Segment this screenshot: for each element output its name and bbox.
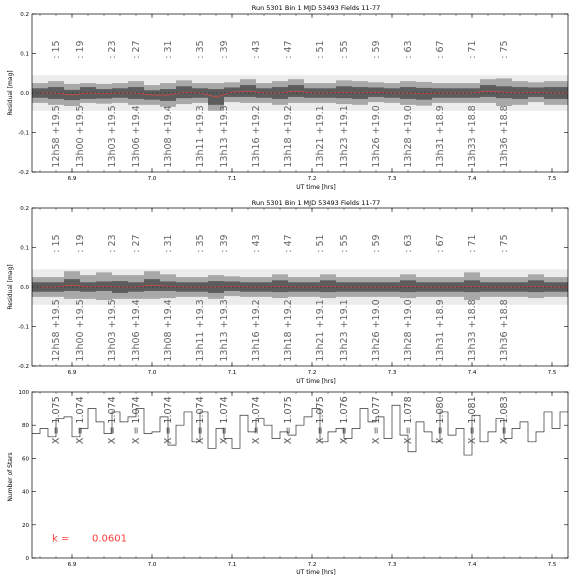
field-label: : 51 xyxy=(315,234,326,253)
coordinate-label: 13h16 +19.2 xyxy=(251,299,262,362)
y-axis-label: Residual [mag] xyxy=(7,70,14,116)
coordinate-label: 13h33 +18.8 xyxy=(467,105,478,168)
coordinate-label: 13h11 +19.3 xyxy=(195,105,206,168)
field-label: : 15 xyxy=(51,234,62,253)
x-tick-label: 7.2 xyxy=(307,370,317,376)
airmass-label: X = 1.076 xyxy=(339,396,350,445)
y-axis-label: Number of Stars xyxy=(7,452,14,502)
field-label: : 27 xyxy=(131,40,142,59)
field-label: : 23 xyxy=(107,40,118,59)
coordinate-label: 13h26 +19.0 xyxy=(371,299,382,362)
plot-area xyxy=(18,206,568,376)
x-axis-label: UT time [hrs] xyxy=(296,378,336,385)
plot-area xyxy=(18,12,568,182)
coordinate-label: 13h00 +19.5 xyxy=(75,105,86,168)
coordinate-label: 13h18 +19.2 xyxy=(283,299,294,362)
field-label: : 47 xyxy=(283,234,294,253)
field-label: : 39 xyxy=(219,40,230,59)
coordinate-label: 13h36 +18.8 xyxy=(499,299,510,362)
panel-title: Run 5301 Bin 1 MJD 53493 Fields 11-77 xyxy=(251,199,381,207)
x-tick-label: 6.9 xyxy=(67,370,77,376)
x-tick-label: 7.5 xyxy=(547,370,557,376)
airmass-label: X = 1.074 xyxy=(251,396,262,445)
coordinate-label: 13h36 +18.8 xyxy=(499,105,510,168)
airmass-label: X = 1.078 xyxy=(403,396,414,445)
coordinate-label: 12h58 +19.5 xyxy=(51,299,62,362)
field-label: : 27 xyxy=(131,234,142,253)
coordinate-label: 13h03 +19.5 xyxy=(107,105,118,168)
field-label: : 19 xyxy=(75,234,86,253)
airmass-label: X = 1.080 xyxy=(435,396,446,445)
coordinate-label: 13h23 +19.1 xyxy=(339,105,350,168)
x-tick-label: 6.9 xyxy=(67,176,77,182)
x-tick-label: 7.2 xyxy=(307,176,317,182)
field-label: : 75 xyxy=(499,234,510,253)
coordinate-label: 13h06 +19.4 xyxy=(131,299,142,362)
coordinate-label: 13h16 +19.2 xyxy=(251,105,262,168)
star-count-panel xyxy=(7,390,568,576)
y-tick-label: 0 xyxy=(25,556,29,562)
y-tick-label: 40 xyxy=(22,489,29,496)
airmass-label: X = 1.074 xyxy=(75,396,86,445)
coordinate-label: 13h18 +19.2 xyxy=(283,105,294,168)
field-label: : 63 xyxy=(403,234,414,253)
field-label: : 23 xyxy=(107,234,118,253)
coordinate-label: 13h03 +19.5 xyxy=(107,299,118,362)
coordinate-label: 13h33 +18.8 xyxy=(467,299,478,362)
y-tick-label: 0.1 xyxy=(20,245,29,252)
field-label: : 47 xyxy=(283,40,294,59)
field-label: : 75 xyxy=(499,40,510,59)
x-tick-label: 7.4 xyxy=(467,370,477,376)
coordinate-label: 13h11 +19.3 xyxy=(195,299,206,362)
coordinate-label: 13h26 +19.0 xyxy=(371,105,382,168)
y-tick-label: 20 xyxy=(22,522,29,529)
field-label: : 15 xyxy=(51,40,62,59)
field-label: : 67 xyxy=(435,40,446,59)
plot-area xyxy=(19,390,569,568)
x-axis-label: UT time [hrs] xyxy=(296,184,336,191)
y-tick-label: 0.2 xyxy=(20,12,29,18)
x-tick-label: 7.4 xyxy=(467,562,477,568)
airmass-label: X = 1.083 xyxy=(499,396,510,445)
field-label: : 35 xyxy=(195,40,206,59)
x-tick-label: 7.4 xyxy=(467,176,477,182)
field-label: : 55 xyxy=(339,40,350,59)
field-label: : 43 xyxy=(251,234,262,253)
y-axis-label: Residual [mag] xyxy=(7,264,14,310)
coordinate-label: 13h21 +19.1 xyxy=(315,299,326,362)
airmass-label: X = 1.074 xyxy=(107,396,118,445)
y-tick-label: 0.1 xyxy=(20,51,29,58)
field-label: : 19 xyxy=(75,40,86,59)
x-tick-label: 7.0 xyxy=(147,370,157,376)
field-label: : 59 xyxy=(371,234,382,253)
x-tick-label: 7.0 xyxy=(147,176,157,182)
airmass-label: X = 1.081 xyxy=(467,396,478,445)
y-tick-label: 0.0 xyxy=(20,91,29,97)
y-tick-label: -0.2 xyxy=(18,170,29,176)
field-label: : 55 xyxy=(339,234,350,253)
y-tick-label: 80 xyxy=(22,423,29,430)
x-tick-label: 7.3 xyxy=(387,370,397,376)
y-tick-label: 60 xyxy=(22,456,29,463)
coordinate-label: 13h13 +19.3 xyxy=(219,105,230,168)
k-annotation-label: k = xyxy=(52,533,70,545)
coordinate-label: 13h13 +19.3 xyxy=(219,299,230,362)
coordinate-label: 13h21 +19.1 xyxy=(315,105,326,168)
y-tick-label: -0.1 xyxy=(18,324,29,331)
field-label: : 59 xyxy=(371,40,382,59)
panel-title: Run 5301 Bin 1 MJD 53493 Fields 11-77 xyxy=(251,4,381,12)
coordinate-label: 12h58 +19.5 xyxy=(51,105,62,168)
x-tick-label: 7.1 xyxy=(227,562,237,568)
x-tick-label: 7.5 xyxy=(547,562,557,568)
field-label: : 71 xyxy=(467,40,478,59)
x-tick-label: 7.0 xyxy=(147,562,157,568)
x-tick-label: 7.3 xyxy=(387,562,397,568)
airmass-label: X = 1.075 xyxy=(315,396,326,445)
airmass-label: X = 1.074 xyxy=(219,396,230,445)
x-tick-label: 7.1 xyxy=(227,176,237,182)
field-label: : 31 xyxy=(163,234,174,253)
y-tick-label: 0.2 xyxy=(20,206,29,212)
residual-panel-middle xyxy=(7,199,568,385)
field-label: : 31 xyxy=(163,40,174,59)
x-tick-label: 7.3 xyxy=(387,176,397,182)
coordinate-label: 13h31 +18.9 xyxy=(435,105,446,168)
field-label: : 43 xyxy=(251,40,262,59)
y-tick-label: -0.1 xyxy=(18,130,29,137)
y-tick-label: 100 xyxy=(18,390,29,396)
airmass-label: X = 1.075 xyxy=(51,396,62,445)
coordinate-label: 13h08 +19.4 xyxy=(163,299,174,362)
x-tick-label: 7.1 xyxy=(227,370,237,376)
x-tick-label: 7.5 xyxy=(547,176,557,182)
x-tick-label: 7.2 xyxy=(307,562,317,568)
coordinate-label: 13h23 +19.1 xyxy=(339,299,350,362)
y-tick-label: 0.0 xyxy=(20,285,29,291)
residual-panel-top xyxy=(7,4,568,191)
airmass-label: X = 1.077 xyxy=(371,396,382,445)
coordinate-label: 13h31 +18.9 xyxy=(435,299,446,362)
coordinate-label: 13h08 +19.4 xyxy=(163,105,174,168)
airmass-label: X = 1.074 xyxy=(163,396,174,445)
x-axis-label: UT time [hrs] xyxy=(296,569,336,576)
field-label: : 63 xyxy=(403,40,414,59)
airmass-label: X = 1.075 xyxy=(283,396,294,445)
coordinate-label: 13h28 +19.0 xyxy=(403,105,414,168)
coordinate-label: 13h28 +19.0 xyxy=(403,299,414,362)
y-tick-label: -0.2 xyxy=(18,364,29,370)
field-label: : 35 xyxy=(195,234,206,253)
k-annotation-value: 0.0601 xyxy=(92,533,127,545)
coordinate-label: 13h00 +19.5 xyxy=(75,299,86,362)
field-label: : 71 xyxy=(467,234,478,253)
airmass-label: X = 1.074 xyxy=(195,396,206,445)
coordinate-label: 13h06 +19.4 xyxy=(131,105,142,168)
x-tick-label: 6.9 xyxy=(67,562,77,568)
field-label: : 51 xyxy=(315,40,326,59)
airmass-label: X = 1.074 xyxy=(131,396,142,445)
field-label: : 67 xyxy=(435,234,446,253)
field-label: : 39 xyxy=(219,234,230,253)
